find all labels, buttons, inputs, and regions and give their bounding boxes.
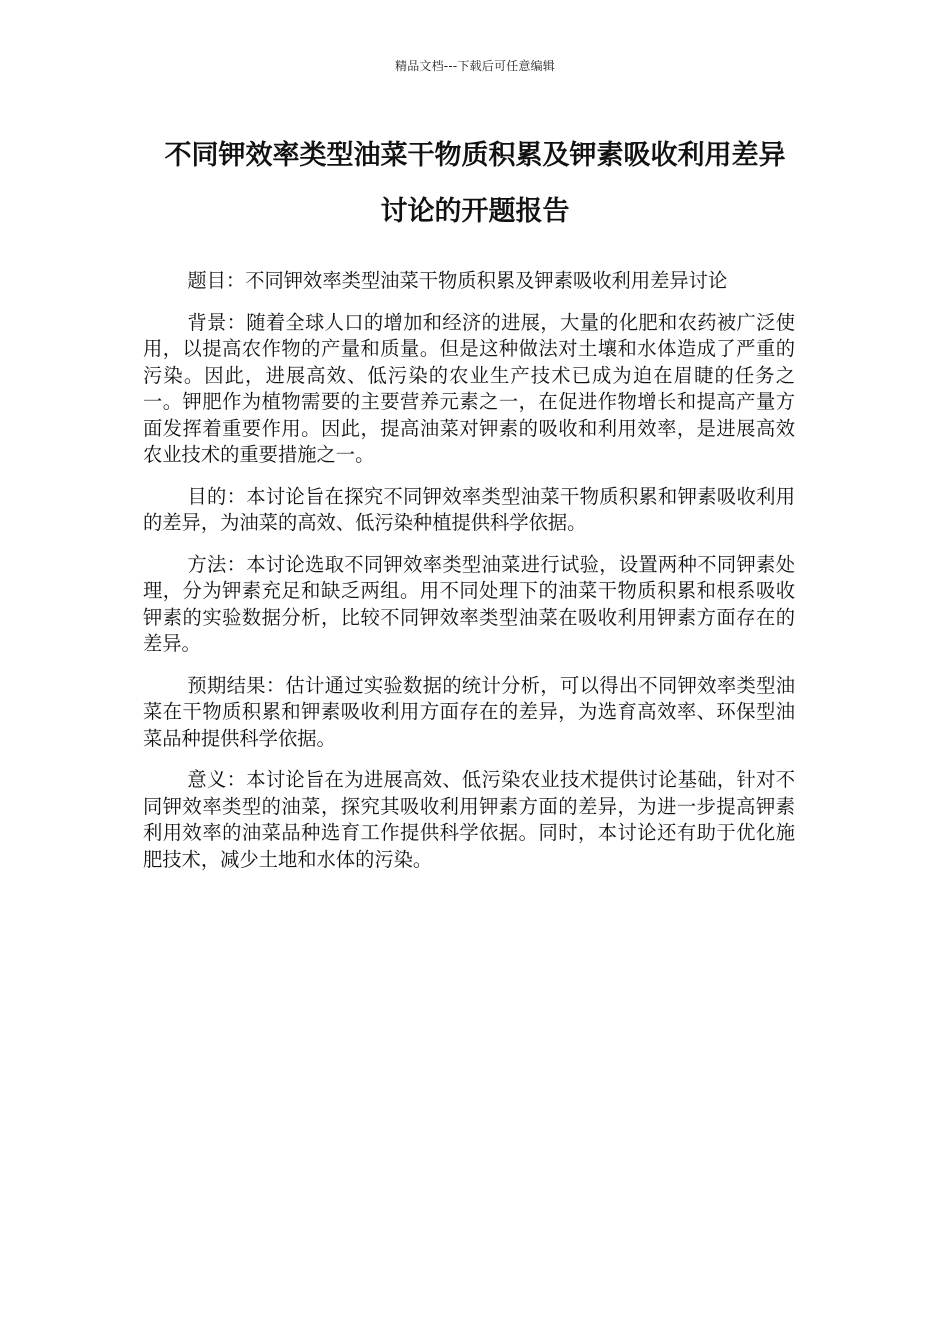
paragraph-topic: 题目：不同钾效率类型油菜干物质积累及钾素吸收利用差异讨论: [187, 269, 728, 292]
document-body: [143, 268, 795, 888]
title-line-1: 不同钾效率类型油菜干物质积累及钾素吸收利用差异: [164, 140, 786, 171]
paragraph-purpose: 目的：本讨论旨在探究不同钾效率类型油菜干物质积累和钾素吸收利用的差异，为油菜的高效、低污染种植提供科学依据。: [143, 484, 795, 534]
paragraph-method: 方法：本讨论选取不同钾效率类型油菜进行试验，设置两种不同钾素处理，分为钾素充足和缺乏两组。用不同处理下的油菜干物质积累和根系吸收钾素的实验数据分析，比较不同钾效率类型油菜在吸收利用钾素方面存在的差异。: [143, 552, 795, 655]
page-header: 精品文档---下载后可任意编辑: [395, 59, 555, 73]
title-line-2: 讨论的开题报告: [380, 196, 570, 227]
document-title: [135, 128, 815, 240]
paragraph-expected-results: 预期结果：估计通过实验数据的统计分析，可以得出不同钾效率类型油菜在干物质积累和钾素吸收利用方面存在的差异，为选育高效率、环保型油菜品种提供科学依据。: [143, 673, 795, 750]
paragraph-background: 背景：随着全球人口的增加和经济的进展，大量的化肥和农药被广泛使用，以提高农作物的产量和质量。但是这种做法对土壤和水体造成了严重的污染。因此，进展高效、低污染的农业生产技术已成为迫在眉睫的任务之一。钾肥作为植物需要的主要营养元素之一，在促进作物增长和提高产量方面发挥着重要作用。因此，提高油菜对钾素的吸收和利用效率，是进展高效农业技术的重要措施之一。: [143, 310, 795, 466]
paragraph-significance: 意义：本讨论旨在为进展高效、低污染农业技术提供讨论基础，针对不同钾效率类型的油菜，探究其吸收利用钾素方面的差异，为进一步提高钾素利用效率的油菜品种选育工作提供科学依据。同时，本讨论还有助于优化施肥技术，减少土地和水体的污染。: [143, 768, 795, 871]
